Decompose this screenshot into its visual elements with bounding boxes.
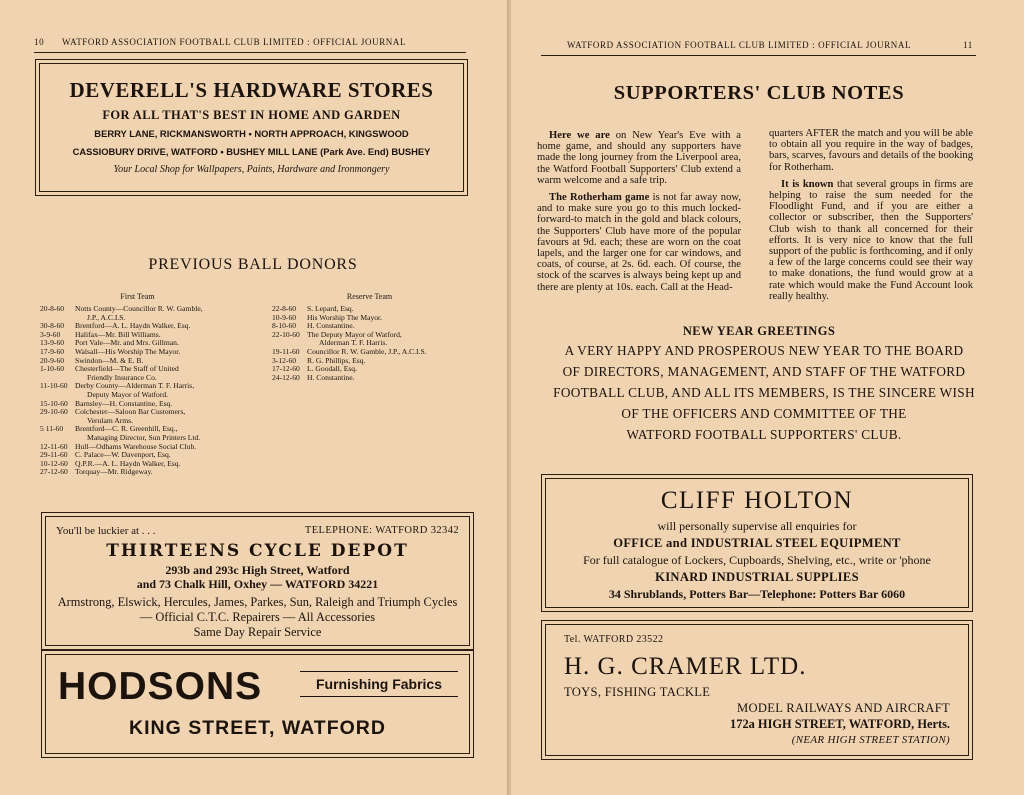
donor-row bbox=[40, 348, 260, 357]
notes-paragraph-3: quarters AFTER the match and you will be able to obtain all you require in the way of badges, bars, scarves, favours and details of the booking for Rotherham. bbox=[769, 128, 973, 173]
greetings-line-1: A VERY HAPPY AND PROSPEROUS NEW YEAR TO THE BOARD bbox=[564, 343, 964, 358]
thirteens-repair: Same Day Repair Service bbox=[193, 625, 322, 639]
donor-date: 29-11-60 bbox=[40, 450, 68, 460]
left-page bbox=[0, 0, 509, 795]
notes-p2-lead: The Rotherham game bbox=[549, 192, 650, 204]
donor-text: Walsall—His Worship The Mayor. bbox=[75, 346, 181, 356]
donor-date: 11-10-60 bbox=[40, 381, 68, 391]
donor-date: 22-8-60 bbox=[272, 304, 297, 313]
donors-heading: PREVIOUS BALL DONORS bbox=[148, 256, 358, 273]
notes-paragraph-4 bbox=[769, 179, 973, 302]
cramer-ad bbox=[541, 620, 973, 760]
running-head-left: WATFORD ASSOCIATION FOOTBALL CLUB LIMITED : OFFICIAL JOURNAL bbox=[62, 37, 407, 47]
notes-p4-body: that several groups in firms are helping to raise the sum needed for the Floodlight Fund, and if you are either a collector or subscriber, then the Supporters' Club wish to thank all concerned for their efforts. It is very nice to know that the full support of the public is forthcoming, and if only a few of the large concerns could see their way to make donations, the fund would grow at a rate which would make the Fund Account look really healthy. bbox=[769, 178, 973, 302]
donor-date: 10-9-60 bbox=[272, 312, 297, 322]
donor-text: Alderman T. F. Harris. bbox=[319, 338, 388, 348]
greetings-line-5: WATFORD FOOTBALL SUPPORTERS' CLUB. bbox=[626, 427, 902, 442]
donor-row bbox=[40, 305, 260, 314]
donor-date: 15-10-60 bbox=[40, 398, 68, 408]
holton-ad bbox=[541, 474, 973, 612]
donor-text: Torquay—Mr. Ridgeway. bbox=[75, 467, 153, 477]
holton-line-5: 34 Shrublands, Potters Bar—Telephone: Potters Bar 6060 bbox=[608, 587, 906, 601]
donor-date: 13-9-60 bbox=[40, 338, 65, 348]
greetings-heading: NEW YEAR GREETINGS bbox=[682, 324, 836, 338]
donor-text: His Worship The Mayor. bbox=[307, 312, 383, 322]
holton-line-2: OFFICE and INDUSTRIAL STEEL EQUIPMENT bbox=[613, 536, 901, 550]
deverell-tagline: Your Local Shop for Wallpapers, Paints, Hardware and Ironmongery bbox=[113, 164, 390, 175]
cramer-name: H. G. CRAMER LTD. bbox=[564, 653, 807, 680]
thirteens-name: THIRTEENS CYCLE DEPOT bbox=[106, 541, 409, 561]
donor-text: Managing Director, Sun Printers Ltd. bbox=[87, 432, 201, 442]
donor-text: H. Constantine. bbox=[307, 321, 355, 331]
deverell-ad bbox=[35, 59, 468, 196]
head-rule-right bbox=[541, 55, 976, 56]
notes-p1-body: on New Year's Eve with a home game, and should any supporters have made the long journey from the Liverpool area, the Watford Football Supporters' Club extend a warm welcome and a safe trip. bbox=[537, 130, 741, 186]
donor-date: 20-9-60 bbox=[40, 355, 65, 365]
deverell-branches-2: CASSIOBURY DRIVE, WATFORD • BUSHEY MILL LANE (Park Ave. End) BUSHEY bbox=[72, 146, 431, 157]
notes-p4-lead: It is known bbox=[781, 178, 834, 190]
donor-date: 20-8-60 bbox=[40, 304, 65, 313]
right-page bbox=[511, 0, 1024, 795]
donor-date: 29-10-60 bbox=[40, 407, 68, 417]
greetings-line-3: FOOTBALL CLUB, AND ALL ITS MEMBERS, IS THE SINCERE WISH bbox=[553, 385, 975, 400]
holton-line-4: KINARD INDUSTRIAL SUPPLIES bbox=[655, 570, 859, 584]
notes-column-1 bbox=[537, 130, 741, 299]
thirteens-address-1: 293b and 293c High Street, Watford bbox=[165, 563, 350, 577]
holton-line-1: will personally supervise all enquiries for bbox=[657, 519, 857, 533]
donor-text: Brentford—C. R. Greenhill, Esq., bbox=[75, 424, 178, 434]
donor-text: R. G. Phillips, Esq. bbox=[307, 355, 366, 365]
greetings-line-4: OF THE OFFICERS AND COMMITTEE OF THE bbox=[621, 406, 907, 421]
cramer-telephone: Tel. WATFORD 23522 bbox=[564, 634, 664, 645]
hodsons-name: HODSONS bbox=[58, 665, 263, 708]
donor-text: The Deputy Mayor of Watford, bbox=[307, 329, 402, 339]
donor-date: 8-10-60 bbox=[272, 321, 297, 331]
donor-row bbox=[272, 314, 477, 323]
thirteens-brands: Armstrong, Elswick, Hercules, James, Parkes, Sun, Raleigh and Triumph Cycles — Official C.T.C. Repairers — All Accessories bbox=[57, 595, 458, 624]
donor-date: 3-12-60 bbox=[272, 355, 297, 365]
donor-text: Hull—Odhams Warehouse Social Club. bbox=[75, 441, 197, 451]
notes-p2-body: is not far away now, and to make sure you go to this much locked-forward-to match in the gold and black colours, the Supporters' Club have more of the popular favours at 9d. each; these are worn on the coat lapels, and the larger one for car windows, and coats, of course, at 2s. 6d. each. Of course, the stock of the scarves is always being kept up and there are plenty at 10s. each. Call at the Head- bbox=[537, 192, 741, 293]
donor-text: Derby County—Alderman T. F. Harris, bbox=[75, 381, 195, 391]
donor-text: Brentford—A. L. Haydn Walker, Esq. bbox=[75, 321, 191, 331]
hodsons-ad bbox=[41, 650, 474, 758]
deverell-title: DEVERELL'S HARDWARE STORES bbox=[69, 78, 434, 102]
donor-text: H. Constantine. bbox=[307, 372, 355, 382]
donor-row bbox=[40, 408, 260, 417]
first-team-list bbox=[40, 305, 260, 477]
donor-date: 10-12-60 bbox=[40, 458, 68, 468]
donor-text: C. Palace—W. Davenport, Esq. bbox=[75, 450, 171, 460]
donor-date: 30-8-60 bbox=[40, 321, 65, 331]
cramer-line-4: (NEAR HIGH STREET STATION) bbox=[791, 734, 950, 746]
holton-line-3: For full catalogue of Lockers, Cupboards, Shelving, etc., write or 'phone bbox=[583, 553, 931, 567]
hodsons-address: KING STREET, WATFORD bbox=[129, 717, 386, 739]
donor-row bbox=[272, 357, 477, 366]
donor-date: 1-10-60 bbox=[40, 364, 65, 374]
notes-p1-lead: Here we are bbox=[549, 130, 610, 141]
donor-text: Verulam Arms. bbox=[87, 415, 133, 425]
donor-text: Barnsley—H. Constantine, Esq. bbox=[75, 398, 173, 408]
donor-text: Colchester—Saloon Bar Customers, bbox=[75, 407, 186, 417]
donor-date: 17-12-60 bbox=[272, 364, 300, 374]
donor-date: 19-11-60 bbox=[272, 346, 300, 356]
donor-text: Friendly Insurance Co. bbox=[87, 372, 157, 382]
page-number-right: 11 bbox=[963, 40, 973, 50]
thirteens-telephone: TELEPHONE: WATFORD 32342 bbox=[304, 525, 459, 536]
donor-text: Port Vale—Mr. and Mrs. Gillman. bbox=[75, 338, 179, 348]
donor-row bbox=[272, 374, 477, 383]
holton-name: CLIFF HOLTON bbox=[660, 487, 854, 514]
notes-paragraph-1 bbox=[537, 130, 741, 186]
running-head-right: WATFORD ASSOCIATION FOOTBALL CLUB LIMITED : OFFICIAL JOURNAL bbox=[567, 40, 912, 50]
donor-date: 3-9-60 bbox=[40, 329, 61, 339]
donor-text: Councillor R. W. Gamble, J.P., A.C.I.S. bbox=[307, 346, 427, 356]
hodsons-tag: Furnishing Fabrics bbox=[300, 671, 458, 697]
reserve-team-list bbox=[272, 305, 477, 382]
thirteens-lucky: You'll be luckier at . . . bbox=[56, 525, 156, 537]
donor-date: 12-11-60 bbox=[40, 441, 68, 451]
donor-date: 17-9-60 bbox=[40, 346, 65, 356]
deverell-branches-1: BERRY LANE, RICKMANSWORTH • NORTH APPROACH, KINGSWOOD bbox=[94, 128, 409, 139]
donor-date: 22-10-60 bbox=[272, 329, 300, 339]
donor-row bbox=[272, 365, 477, 374]
greetings-message bbox=[519, 340, 1009, 445]
donor-row bbox=[272, 348, 477, 357]
reserve-team-heading: Reserve Team bbox=[346, 292, 393, 301]
supporters-heading: SUPPORTERS' CLUB NOTES bbox=[613, 82, 905, 104]
first-team-heading: First Team bbox=[120, 292, 155, 301]
donor-text: L. Goodall, Esq. bbox=[307, 364, 357, 374]
thirteens-ad bbox=[41, 512, 474, 650]
cramer-line-2: MODEL RAILWAYS AND AIRCRAFT bbox=[737, 701, 950, 715]
donor-text: J.P., A.C.I.S. bbox=[87, 312, 126, 322]
donor-text: Deputy Mayor of Watford. bbox=[87, 389, 169, 399]
donor-text: Halifax—Mr. Bill Williams. bbox=[75, 329, 161, 339]
donor-date: 5 11-60 bbox=[40, 424, 64, 434]
notes-paragraph-2 bbox=[537, 192, 741, 293]
donor-row bbox=[40, 468, 260, 477]
donor-text: Swindon—M. & E. B. bbox=[75, 355, 144, 365]
page-number-left: 10 bbox=[34, 37, 45, 47]
donor-text: S. Lepard, Esq. bbox=[307, 304, 354, 313]
donor-text: Q.P.R.—A. L. Haydn Walker, Esq. bbox=[75, 458, 181, 468]
greetings-line-2: OF DIRECTORS, MANAGEMENT, AND STAFF OF THE WATFORD bbox=[562, 364, 966, 379]
donor-text: Notts County—Councillor R. W. Gamble, bbox=[75, 304, 203, 313]
donor-text: Chesterfield—The Staff of United bbox=[75, 364, 179, 374]
deverell-subtitle: FOR ALL THAT'S BEST IN HOME AND GARDEN bbox=[102, 108, 401, 122]
cramer-line-1: TOYS, FISHING TACKLE bbox=[564, 685, 711, 699]
thirteens-address-2: and 73 Chalk Hill, Oxhey — WATFORD 34221 bbox=[136, 577, 379, 591]
notes-column-2 bbox=[769, 128, 973, 308]
donor-date: 24-12-60 bbox=[272, 372, 300, 382]
donor-date: 27-12-60 bbox=[40, 467, 68, 477]
head-rule-left bbox=[34, 52, 466, 53]
cramer-line-3: 172a HIGH STREET, WATFORD, Herts. bbox=[730, 717, 950, 731]
